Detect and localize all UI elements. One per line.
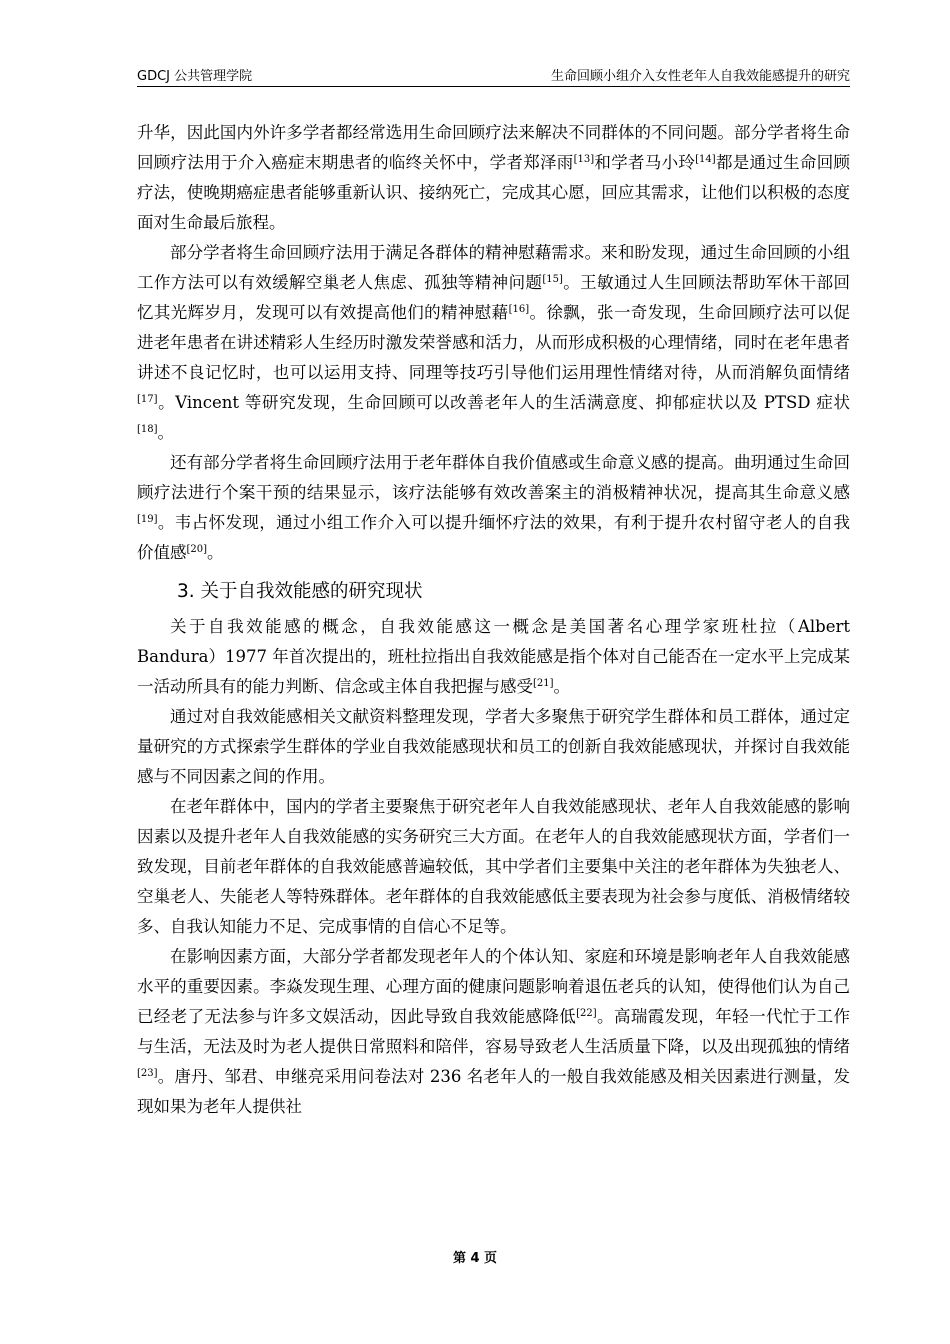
paragraph-text: 关于自我效能感的概念，自我效能感这一概念是美国著名心理学家班杜拉（Albert Bandura）1977 年首次提出的，班杜拉指出自我效能感是指个体对自己能否在一定水平上完成某一活动所具有的能力判断、信念或主体自我把握与感受 (137, 617, 850, 696)
header-paper-title: 生命回顾小组介入女性老年人自我效能感提升的研究 (550, 69, 850, 84)
citation-ref: [22] (576, 1008, 597, 1019)
paragraph-text: 和学者马小玲 (594, 153, 696, 172)
paragraph-text: 部分学者将生命回顾疗法用于满足各群体的精神慰藉需求。来和盼发现，通过生命回顾的小组工作方法可以有效缓解空巢老人焦虑、孤独等精神问题 (137, 243, 850, 292)
citation-ref: [14] (695, 154, 716, 165)
section-heading: 3. 关于自我效能感的研究现状 (177, 581, 423, 602)
paragraph-text: 。唐丹、邹君、申继亮采用问卷法对 236 名老年人的一般自我效能感及相关因素进行测量，发现如果为老年人提供社 (137, 1067, 850, 1116)
paragraph-group-1 (137, 118, 850, 568)
paragraph-text: 。王敏通过人生回顾法帮助军休干部回忆其光辉岁月，发现可以有效提高他们的精神慰藉 (137, 273, 851, 322)
paragraph-text: 。 (207, 543, 224, 562)
paragraph (137, 238, 850, 448)
citation-ref: [20] (186, 544, 208, 555)
paragraph-text: 在老年群体中，国内的学者主要聚焦于研究老年人自我效能感现状、老年人自我效能感的影响因素以及提升老年人自我效能感的实务研究三大方面。在老年人的自我效能感现状方面，学者们一致发现，目前老年群体的自我效能感普遍较低，其中学者们主要集中关注的老年群体为失独老人、空巢老人、失能老人等特殊群体。老年群体的自我效能感低主要表现为社会参与度低、消极情绪较多、自我认知能力不足、完成事情的自信心不足等。 (137, 797, 850, 936)
citation-ref: [16] (508, 304, 530, 315)
paragraph-text: 还有部分学者将生命回顾疗法用于老年群体自我价值感或生命意义感的提高。曲玥通过生命回顾疗法进行个案干预的结果显示，该疗法能够有效改善案主的消极精神状况，提高其生命意义感 (137, 453, 850, 502)
paragraph-text: 。 (157, 423, 175, 442)
paragraph-text: 通过对自我效能感相关文献资料整理发现，学者大多聚焦于研究学生群体和员工群体，通过定量研究的方式探索学生群体的学业自我效能感现状和员工的创新自我效能感现状，并探讨自我效能感与不同因素之间的作用。 (137, 707, 850, 786)
paragraph (137, 448, 850, 568)
running-header (137, 68, 850, 87)
citation-ref: [18] (137, 424, 158, 435)
citation-ref: [19] (137, 514, 158, 525)
citation-ref: [23] (137, 1068, 158, 1079)
citation-ref: [13] (573, 154, 595, 165)
paragraph-text: 。韦占怀发现，通过小组工作介入可以提升缅怀疗法的效果，有利于提升农村留守老人的自我价值感 (137, 513, 850, 562)
page-body (137, 118, 850, 1122)
paragraph-text: 。Vincent 等研究发现，生命回顾可以改善老年人的生活满意度、抑郁症状以及 PTSD 症状 (157, 393, 850, 412)
paragraph (137, 118, 850, 238)
citation-ref: [15] (542, 274, 563, 285)
paragraph-text: 。 (553, 677, 571, 696)
header-institution: GDCJ 公共管理学院 (137, 69, 253, 84)
paragraph-text: 。徐飘，张一奇发现，生命回顾疗法可以促进老年患者在讲述精彩人生经历时激发荣誉感和活力，从而形成积极的心理情绪，同时在老年患者讲述不良记忆时，也可以运用支持、同理等技巧引导他们运用理性情绪对待，从而消解负面情绪 (137, 303, 851, 382)
paragraph-text: 。高瑞霞发现，年轻一代忙于工作与生活，无法及时为老人提供日常照料和陪伴，容易导致老人生活质量下降，以及出现孤独的情绪 (137, 1007, 851, 1056)
paragraph-text: 升华，因此国内外许多学者都经常选用生命回顾疗法来解决不同群体的不同问题。部分学者将生命回顾疗法用于介入癌症末期患者的临终关怀中，学者郑泽雨 (137, 123, 850, 172)
citation-ref: [17] (137, 394, 158, 405)
page-number: 第 4 页 (452, 1251, 498, 1266)
paragraph (137, 942, 850, 1122)
paragraph-text: 都是通过生命回顾疗法，使晚期癌症患者能够重新认识、接纳死亡，完成其心愿，回应其需求，让他们以积极的态度面对生命最后旅程。 (137, 153, 851, 232)
paragraph (137, 612, 850, 702)
citation-ref: [21] (533, 678, 554, 689)
paragraph-group-2 (137, 612, 850, 1122)
paragraph (137, 702, 850, 792)
paragraph (137, 792, 850, 942)
paragraph-text: 在影响因素方面，大部分学者都发现老年人的个体认知、家庭和环境是影响老年人自我效能感水平的重要因素。李焱发现生理、心理方面的健康问题影响着退伍老兵的认知，使得他们认为自己已经老了无法参与许多文娱活动，因此导致自我效能感降低 (137, 947, 850, 1026)
